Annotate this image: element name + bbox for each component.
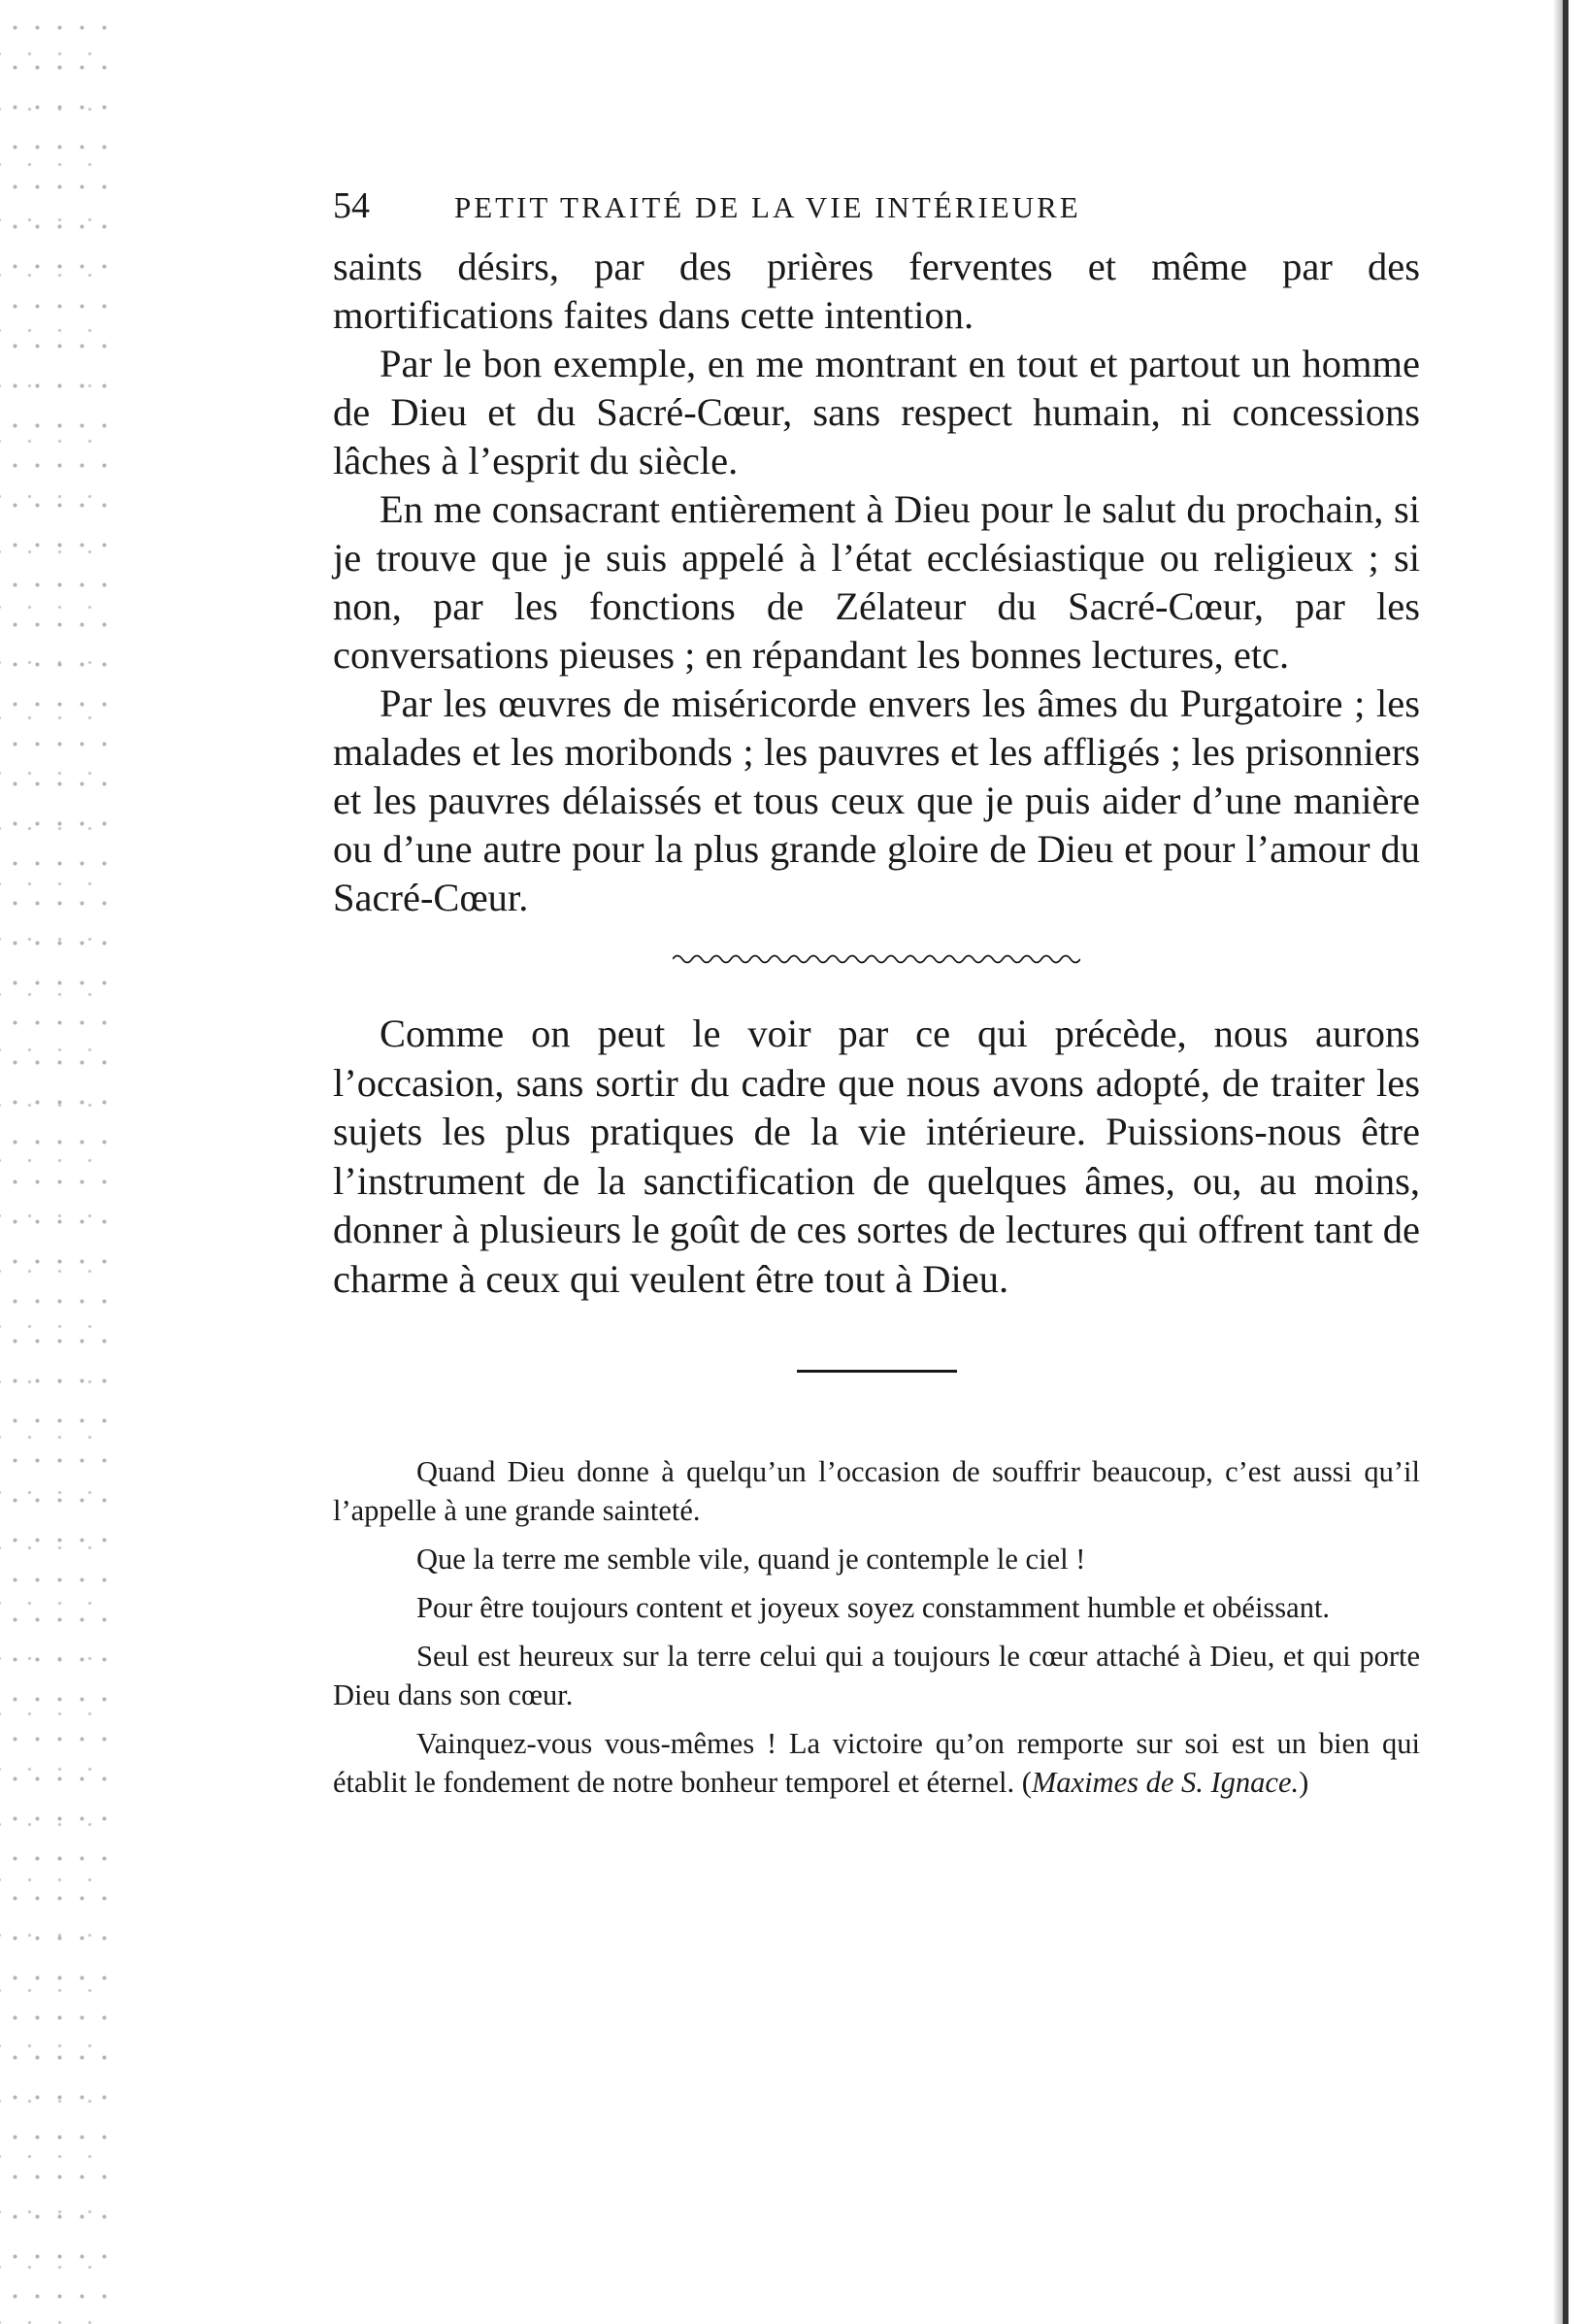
closing-section (333, 1010, 1420, 1304)
maxims (333, 1452, 1420, 1802)
scan-edge-noise (0, 0, 116, 2324)
scan-edge-border (1563, 0, 1568, 2324)
maxim-text: Vainquez-vous vous-mêmes ! La victoire qu’on remporte sur soi est un bien qui établit le fondement de notre bonheur temporel et éternel. (333, 1727, 1420, 1799)
maxim: Pour être toujours content et joyeux soyez constamment humble et obéissant. (416, 1591, 1331, 1624)
citation-open: ( (1021, 1766, 1032, 1799)
maxim: Seul est heureux sur la terre celui qui a toujours le cœur attaché à Dieu, et qui porte Dieu dans son cœur. (333, 1640, 1420, 1711)
running-head (333, 184, 1420, 243)
paragraph: En me consacrant entièrement à Dieu pour le salut du prochain, si je trouve que je suis appelé à l’état ecclésiastique ou religieux ; si non, par les fonctions de Zélateur du Sacré-Cœur, par les conversations pieuses ; en répandant les bonnes lectures, etc. (333, 487, 1420, 677)
scan-edge-shadow (1553, 0, 1563, 2324)
citation-close: ) (1299, 1766, 1309, 1799)
book-page (333, 184, 1420, 1811)
paragraph: Par le bon exemple, en me montrant en tout et partout un homme de Dieu et du Sacré-Cœur, sans respect humain, ni concessions lâches à l’esprit du siècle. (333, 342, 1420, 482)
maxim-with-citation (333, 1724, 1420, 1802)
running-title: PETIT TRAITÉ DE LA VIE INTÉRIEURE (454, 190, 1081, 224)
wavy-ornament (673, 949, 1080, 969)
body-text (333, 243, 1420, 922)
section-rule (797, 1370, 957, 1373)
maxim: Que la terre me semble vile, quand je contemple le ciel ! (416, 1543, 1086, 1576)
paragraph-continued: saints désirs, par des prières ferventes et même par des mortifications faites dans cette intention. (333, 245, 1420, 337)
page-number: 54 (333, 185, 370, 226)
maxim: Quand Dieu donne à quelqu’un l’occasion de souffrir beaucoup, c’est aussi qu’il l’appelle à une grande sainteté. (333, 1455, 1420, 1527)
closing-paragraph: Comme on peut le voir par ce qui précède, nous aurons l’occasion, sans sortir du cadre que nous avons adopté, de traiter les sujets les plus pratiques de la vie intérieure. Puissions-nous être l’instrument de la sanctification de quelques âmes, ou, au moins, donner à plusieurs le goût de ces sortes de lectures qui offrent tant de charme à ceux qui veulent être tout à Dieu. (333, 1012, 1420, 1301)
paragraph: Par les œuvres de miséricorde envers les âmes du Purgatoire ; les malades et les moribonds ; les pauvres et les affligés ; les prisonniers et les pauvres délaissés et tous ceux que je puis aider d’une manière ou d’une autre pour la plus grande gloire de Dieu et pour l’amour du Sacré-Cœur. (333, 681, 1420, 919)
citation: Maximes de S. Ignace. (1031, 1766, 1300, 1799)
